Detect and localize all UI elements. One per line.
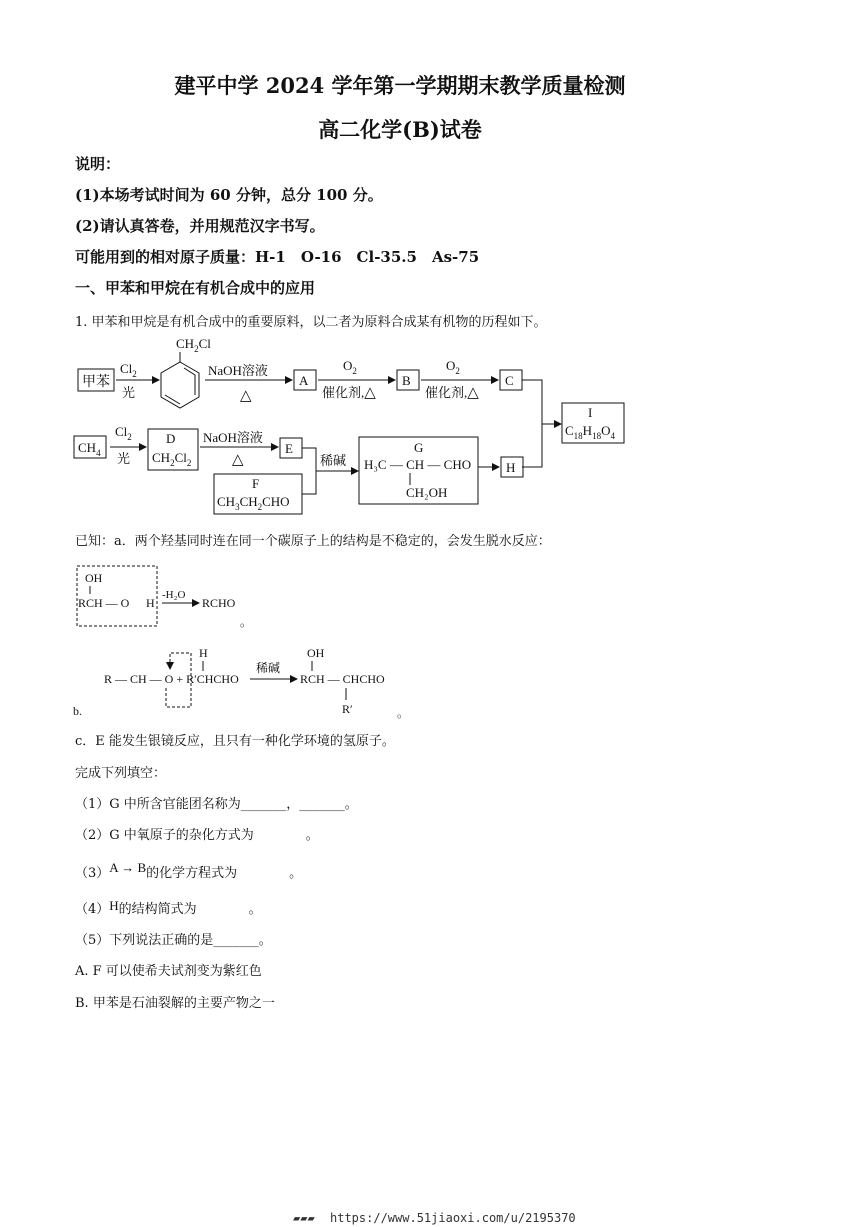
b-h: H: [199, 646, 208, 660]
known-reactions: [0, 560, 867, 720]
arrowhead: [554, 420, 562, 428]
label-A: A: [299, 373, 309, 388]
delta-label-2: △: [232, 452, 244, 468]
question-2: （2）G 中氧原子的杂化方式为 。: [75, 828, 319, 843]
question-4-h: H: [109, 898, 119, 913]
arrowhead: [491, 376, 499, 384]
instruction-item-1: (1)本场考试时间为 60 分钟，总分 100 分。: [75, 186, 383, 204]
arrowhead: [166, 662, 174, 670]
arrowhead: [139, 443, 147, 451]
question-4-text: 的结构简式为 。: [118, 902, 262, 917]
F-formula: $CH_3CH_2CHO$: [217, 494, 290, 512]
exam-subtitle: 高二化学(B)试卷: [318, 117, 482, 142]
question-4-number: （4）: [75, 902, 110, 917]
methane-label: $CH_4$: [78, 440, 101, 458]
atomic-masses: 可能用到的相对原子质量：H-1 O-16 Cl-35.5 As-75: [75, 248, 480, 266]
a-minus-h2o: -H₂O: [162, 589, 186, 601]
a-period: 。: [240, 615, 253, 629]
b-product: RCH — CHCHO: [300, 672, 385, 686]
arrowhead: [271, 443, 279, 451]
label-D: D: [166, 431, 176, 446]
instructions-label: 说明：: [75, 155, 121, 173]
cl2-label-2: $Cl_2$: [115, 424, 132, 442]
b-condition: 稀碱: [256, 661, 281, 675]
question-5: （5）下列说法正确的是_______。: [75, 933, 272, 948]
label-I: I: [588, 405, 593, 420]
question-3: [75, 862, 302, 881]
label-F: F: [252, 476, 260, 491]
b-period: 。: [397, 706, 410, 720]
delta-label-1: △: [240, 388, 252, 404]
b-oh: OH: [307, 646, 325, 660]
cl2-label-1: $Cl_2$: [120, 361, 137, 379]
b-r: R′: [342, 702, 353, 716]
label-C: C: [505, 373, 514, 388]
questions-intro: 完成下列填空：: [75, 766, 167, 781]
I-formula: $C_{18}H_{18}O_4$: [565, 423, 615, 441]
question-3-reaction: A → B: [109, 860, 147, 875]
arrowhead: [492, 463, 500, 471]
a-oh: OH: [85, 571, 103, 585]
naoh-label-2: NaOH溶液: [203, 430, 263, 445]
b-left: R — CH — O + R′CHCHO: [104, 672, 239, 686]
b-label: b.: [73, 704, 82, 718]
a-h: H: [146, 596, 155, 610]
G-bottom: CH₂OH: [406, 485, 448, 500]
footer-url[interactable]: https://www.51jiaoxi.com/u/2195370: [330, 1211, 576, 1225]
label-G: G: [414, 440, 424, 455]
label-E: E: [285, 441, 293, 456]
known-c: c．E 能发生银镜反应，且只有一种化学环境的氢原子。: [75, 734, 395, 749]
benzyl-ch2cl-label: $CH_2Cl$: [176, 336, 211, 354]
merge-bracket: [522, 380, 542, 467]
o2-label-1: $O_2$: [343, 358, 357, 376]
arrowhead: [285, 376, 293, 384]
question-4: [75, 898, 262, 917]
dilute-base-label: 稀碱: [320, 453, 347, 468]
arrowhead: [192, 599, 200, 607]
catalyst-label-2: 催化剂,△: [425, 385, 479, 401]
section-heading: 一、甲苯和甲烷在有机合成中的应用: [75, 279, 316, 297]
arrowhead: [388, 376, 396, 384]
option-b: B. 甲苯是石油裂解的主要产物之一: [75, 996, 275, 1011]
option-a: A. F 可以使希夫试剂变为紫红色: [75, 964, 262, 979]
light-label-1: 光: [122, 385, 136, 400]
benzene-inner-bond: [184, 368, 195, 395]
catalyst-label-1: 催化剂,△: [322, 385, 376, 401]
merge-E-F: [302, 448, 316, 494]
question-3-number: （3）: [75, 866, 110, 881]
a-rch: RCH — O: [78, 596, 130, 610]
label-H: H: [506, 460, 516, 475]
toluene-label: 甲苯: [82, 375, 110, 390]
D-formula: $CH_2Cl_2$: [152, 450, 192, 468]
arrowhead: [351, 467, 359, 475]
instruction-item-2: (2)请认真答卷，并用规范汉字书写。: [75, 217, 325, 235]
naoh-label-1: NaOH溶液: [208, 363, 268, 378]
light-label-2: 光: [117, 451, 131, 466]
G-top: H₃C — CH — CHO: [364, 457, 472, 472]
o2-label-2: $O_2$: [446, 358, 460, 376]
label-B: B: [402, 373, 411, 388]
a-product: RCHO: [202, 596, 236, 610]
known-intro: 已知：a．两个羟基同时连在同一个碳原子上的结构是不稳定的，会发生脱水反应：: [75, 534, 551, 549]
exam-title: 建平中学 2024 学年第一学期期末教学质量检测: [174, 73, 626, 98]
question-3-text: 的化学方程式为 。: [146, 866, 303, 881]
footer-logo-icon: ▰▰▰: [293, 1211, 315, 1225]
benzene-inner-bond-2: [165, 395, 180, 404]
arrowhead: [152, 376, 160, 384]
synthesis-scheme: [0, 330, 867, 530]
question-1: （1）G 中所含官能团名称为_______，_______。: [75, 797, 358, 812]
arrowhead: [290, 675, 298, 683]
benzene-ring: [161, 362, 199, 408]
question-intro: 1. 甲苯和甲烷是有机合成中的重要原料，以二者为原料合成某有机物的历程如下。: [75, 315, 547, 330]
